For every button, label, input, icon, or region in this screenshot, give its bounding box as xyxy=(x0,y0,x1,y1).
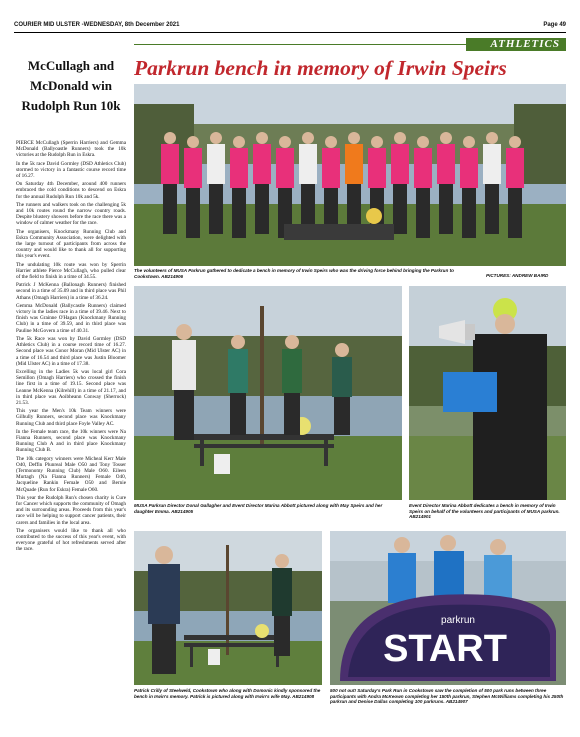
story-paragraph: This year the Rudolph Run's chosen charity is Cure for Cancer which supports the community of Omagh and its surrounding areas. Proceeds from this year's race will be helping to support cancer patients, their carers and families in the local area. xyxy=(16,494,126,526)
story-paragraph: The runners and walkers took on the challenging 5k and 10k routes round the narrow country roads. Despite blustery showers before the race there was a window of calmer weather for the race. xyxy=(16,201,126,227)
photo-credit: PICTURES: ANDREW BAIRD xyxy=(486,273,549,278)
story-paragraph: Gemma McDonald (Ballycastle Runners) claimed victory in the ladies race in a time of 39.46. Next to finish was Grainne O'Hagan (Knockmany Running Club) in a time of 39.59, and in third place was Pauline McGovern a time of 40.31. xyxy=(16,302,126,334)
publication-date: COURIER MID ULSTER -WEDNESDAY, 8th December 2021 xyxy=(14,22,180,28)
story-paragraph: PIERCE McCullagh (Sperrin Harriers) and Gemma McDonald (Ballyoastle Runners) took the 10k victories at the Rudolph Run in Eskra. xyxy=(16,140,126,159)
banner-brand-text: parkrun xyxy=(441,615,475,626)
group-photo xyxy=(134,84,566,266)
bench-four-photo xyxy=(134,286,402,500)
page-number: Page 49 xyxy=(543,22,566,28)
story-paragraph: The organisers, Knockmany Running Club and Eskra Community Association, were delighted with the large turnout of participants from across the country and would like to thank all for supporting this year's event. xyxy=(16,228,126,260)
story-paragraph: The undulating 10k route was won by Sperrin Harrier athlete Pierce McCullagh, who pulled clear of the field to finish in a time of 34.55. xyxy=(16,261,126,281)
masthead xyxy=(14,22,566,32)
group-photo-caption: The volunteers of MUSA Parkrun gathered to dedicate a bench in memory of Irwin Speirs who was the driving force behind bringing the Parkrun to Cookstown. AB214906 xyxy=(134,268,454,279)
story-paragraph: The 5k Race was won by David Gormley (DSD Athletics Club) in a course record time of 16.27. Second place was Conor Moran (Mid Ulster AC) in a time of 16.54 and third place was Justin Bloomer (Mid Ulster AC) in a time of 17.38. xyxy=(16,335,126,367)
masthead-rule xyxy=(14,32,566,33)
story-paragraph: Excelling in the Ladies 5k was local girl Cora Semillon (Omagh Harriers) who crossed the finish line first in a time of 19.15. Second place was Leanne McKenna (Kilrehill) in a time of 21.17, and in third place was Aoibheann Conway (Sherrock) 21.53. xyxy=(16,368,126,406)
story-paragraph: In the 5k race David Gormley (DSD Athletics Club) stormed to victory in a fantastic course record time of 16.27. xyxy=(16,160,126,180)
megaphone-caption: Event Director Marina Abbott dedicates a bench in memory of Irwin Speirs on behalf of the volunteers and participants of MUSA parkrun. AB214901 xyxy=(409,503,560,520)
side-story-title: McCullagh and McDonald win Rudolph Run 10k xyxy=(21,58,121,113)
side-story-body xyxy=(16,140,126,708)
section-label: ATHLETICS xyxy=(490,38,560,50)
bench-two-photo xyxy=(134,531,322,685)
story-paragraph: This year the Men's 10k Team winners were Gilhully Runners, second place was Knockmany Running Club and third place Foyle Valley AC. xyxy=(16,408,126,427)
bench-four-caption: MUSA Parkrun Director Donal Gallagher and Event Director Marina Abbott pictured along with May Speirs and her daughter Emma. AB214905 xyxy=(134,503,383,514)
bench-two-caption: Patrick Crilly of Steelweld, Cookstown who along with Domonic kindly sponsored the bench in Irwin's memory. Patrick is pictured along with Irwin's wife May. AB214908 xyxy=(134,688,321,699)
story-paragraph: On Saturday 4th December, around 400 runners embraced the cold conditions to descend on Eskra for the annual Rudolph Run 10k and 5k. xyxy=(16,181,126,200)
story-paragraph: In the Female team race, the 10k winners were Na Fianna Runners, second place was Knockmany Running Club A and in third place Knockmany Running Club B. xyxy=(16,428,126,454)
start-banner-photo xyxy=(330,531,566,685)
story-paragraph: Patrick J McKenna (Ballonagh Runners) finished second in a time of 35.09 and in third place was Phil Athans (Omagh Harriers) in a time of 36.24. xyxy=(16,282,126,301)
story-paragraph: The organisers would like to thank all who contributed to the success of this year's event, with everyone grateful of hot refreshments served after the race. xyxy=(16,527,126,553)
story-paragraph: The 10k category winners were Micheal Kerr Male O40, Deffin Plunreal Male O50 and Tony Tosser (Termonomy Running Club) Male O60. Eileen Murtagh (Na Fianna Runners) Female O40, Jacqueline Rankin Female O50 and Bernie McQuade (Run for Eskra) Female O60. xyxy=(16,455,126,493)
main-headline: Parkrun bench in memory of Irwin Speirs xyxy=(134,56,507,80)
megaphone-photo xyxy=(409,286,566,500)
start-banner-caption: 500 not out! Saturday's Park Run in Cookstown saw the completion of 500 park runs between three participants with Andra McKeown completing her 150th parkrun, Stephen McWilliams completing his 250th parkrun and Denise Dallas completing 100 parkruns. AB214907 xyxy=(330,688,564,705)
banner-start-text: START xyxy=(383,628,507,670)
section-line xyxy=(134,44,466,45)
section-bar xyxy=(466,38,566,51)
